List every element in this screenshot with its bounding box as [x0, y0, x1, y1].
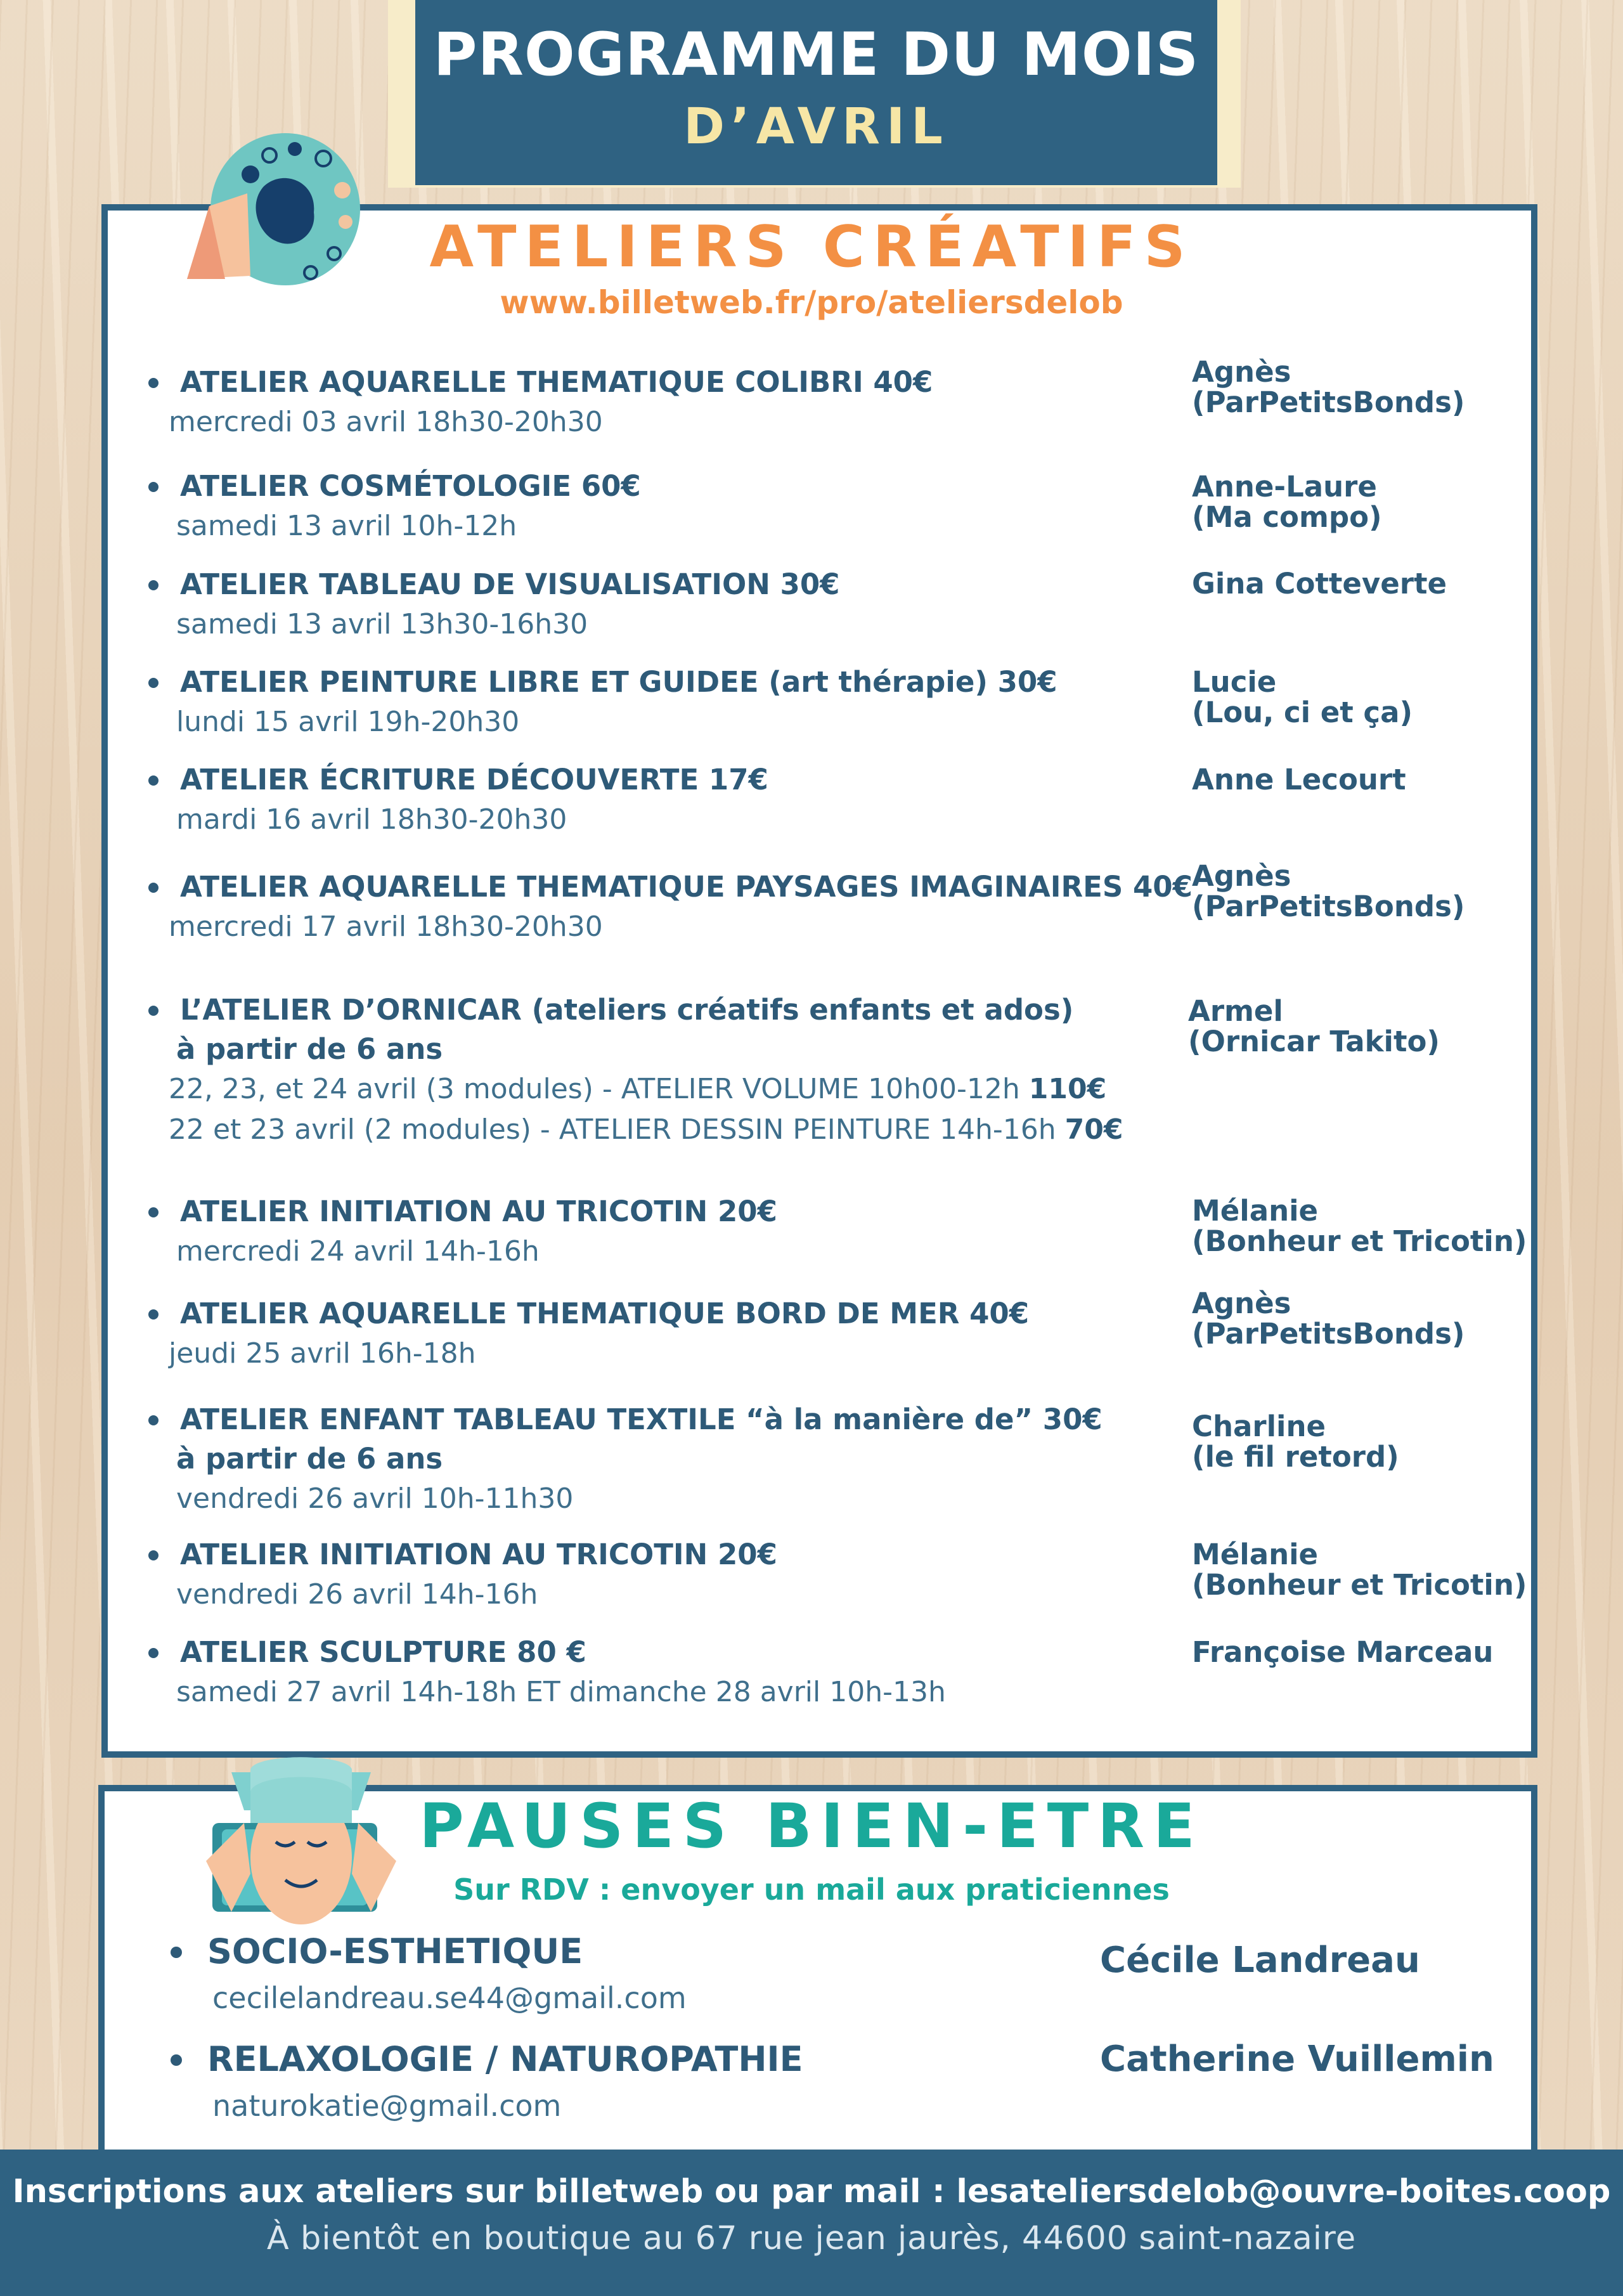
atelier-age: à partir de 6 ans	[176, 1442, 443, 1476]
billetweb-link[interactable]: www.billetweb.fr/pro/ateliersdelob	[500, 284, 1123, 321]
host-name: Mélanie	[1192, 1194, 1319, 1228]
page-subtitle: D’AVRIL	[683, 98, 949, 155]
atelier-host	[1192, 667, 1522, 728]
bien-etre-host: Cécile Landreau	[1100, 1940, 1420, 1981]
bien-etre-item	[168, 1928, 1056, 2020]
atelier-name: L’ATELIER D’ORNICAR (ateliers créatifs enfants et ados)	[146, 990, 1160, 1030]
atelier-date: 22, 23, et 24 avril (3 modules) - ATELIER VOLUME 10h00-12h 110€	[169, 1073, 1107, 1105]
atelier-name: ATELIER SCULPTURE 80 €	[146, 1633, 1160, 1672]
footer-inscriptions: Inscriptions aux ateliers sur billetweb ou par mail : lesateliersdelob@ouvre-boites.coop	[12, 2173, 1611, 2210]
footer-address: À bientôt en boutique au 67 rue jean jaurès, 44600 saint-nazaire	[266, 2220, 1357, 2257]
atelier-name: ATELIER AQUARELLE THEMATIQUE COLIBRI 40€	[146, 363, 1160, 402]
host-name: Armel	[1188, 994, 1283, 1028]
atelier-age: à partir de 6 ans	[176, 1032, 443, 1066]
atelier-item	[146, 1294, 1160, 1374]
bien-etre-subtitle: Sur RDV : envoyer un mail aux praticiennes	[453, 1872, 1170, 1907]
host-org: (le fil retord)	[1192, 1440, 1399, 1474]
atelier-date: mercredi 24 avril 14h-16h	[176, 1235, 540, 1268]
bien-etre-email[interactable]: cecilelandreau.se44@gmail.com	[212, 1981, 687, 2015]
host-name: Anne-Laure	[1192, 470, 1377, 503]
atelier-date: vendredi 26 avril 14h-16h	[176, 1578, 538, 1611]
atelier-name: ATELIER PEINTURE LIBRE ET GUIDEE (art thérapie) 30€	[146, 663, 1160, 702]
atelier-host	[1192, 765, 1522, 795]
atelier-date: mardi 16 avril 18h30-20h30	[176, 803, 567, 836]
host-name: Mélanie	[1192, 1538, 1319, 1571]
bien-etre-title: PAUSES BIEN-ETRE	[419, 1791, 1204, 1862]
atelier-host	[1192, 1538, 1527, 1602]
host-org: (ParPetitsBonds)	[1192, 1317, 1465, 1351]
host-org: (Ma compo)	[1192, 500, 1382, 534]
atelier-date: 22 et 23 avril (2 modules) - ATELIER DESSIN PEINTURE 14h-16h 70€	[169, 1113, 1123, 1146]
atelier-name: ATELIER INITIATION AU TRICOTIN 20€	[146, 1535, 1160, 1574]
host-org: (ParPetitsBonds)	[1192, 890, 1465, 923]
header-banner	[415, 0, 1217, 185]
host-org: (Bonheur et Tricotin)	[1192, 1224, 1527, 1258]
atelier-host	[1192, 569, 1522, 599]
atelier-host	[1192, 1637, 1522, 1668]
atelier-item	[146, 1192, 1160, 1272]
atelier-item	[146, 1535, 1160, 1615]
atelier-item	[146, 663, 1160, 743]
atelier-date: samedi 13 avril 10h-12h	[176, 510, 517, 542]
atelier-name: ATELIER AQUARELLE THEMATIQUE PAYSAGES IMAGINAIRES 40€	[146, 867, 1160, 907]
host-name: Gina Cotteverte	[1192, 567, 1447, 600]
page-title: PROGRAMME DU MOIS	[433, 20, 1199, 89]
host-name: Agnès	[1192, 1287, 1291, 1320]
atelier-name: ATELIER TABLEAU DE VISUALISATION 30€	[146, 565, 1160, 604]
footer-banner	[0, 2150, 1623, 2296]
atelier-name: ATELIER AQUARELLE THEMATIQUE BORD DE MER 40€	[146, 1294, 1160, 1333]
atelier-name: ATELIER INITIATION AU TRICOTIN 20€	[146, 1192, 1160, 1231]
atelier-item	[146, 363, 1160, 443]
bien-etre-host: Catherine Vuillemin	[1100, 2039, 1494, 2080]
atelier-date: mercredi 03 avril 18h30-20h30	[169, 406, 603, 438]
atelier-item	[146, 867, 1193, 947]
bien-etre-name: SOCIO-ESTHETIQUE	[168, 1928, 1056, 1976]
atelier-name: ATELIER ÉCRITURE DÉCOUVERTE 17€	[146, 760, 1160, 800]
atelier-host	[1188, 996, 1518, 1057]
atelier-item	[146, 760, 1160, 840]
atelier-host	[1192, 1288, 1522, 1349]
host-org: (Lou, ci et ça)	[1192, 696, 1413, 729]
host-name: Agnès	[1192, 859, 1291, 893]
bien-etre-item	[168, 2035, 1056, 2128]
atelier-host	[1192, 472, 1522, 533]
atelier-item	[146, 1633, 1160, 1713]
atelier-item	[146, 565, 1160, 645]
bien-etre-name: RELAXOLOGIE / NATUROPATHIE	[168, 2035, 1056, 2084]
host-org: (ParPetitsBonds)	[1192, 386, 1465, 419]
atelier-date: samedi 27 avril 14h-18h ET dimanche 28 avril 10h-13h	[176, 1676, 946, 1708]
atelier-host	[1192, 861, 1522, 922]
bien-etre-email[interactable]: naturokatie@gmail.com	[212, 2089, 562, 2123]
atelier-host	[1192, 357, 1522, 418]
atelier-date: mercredi 17 avril 18h30-20h30	[169, 911, 603, 943]
atelier-item	[146, 1400, 1160, 1519]
atelier-item	[146, 990, 1160, 1150]
host-org: (Bonheur et Tricotin)	[1192, 1568, 1527, 1602]
host-name: Françoise Marceau	[1192, 1635, 1494, 1669]
host-org: (Ornicar Takito)	[1188, 1025, 1440, 1058]
atelier-date: jeudi 25 avril 16h-18h	[169, 1337, 476, 1370]
host-name: Agnès	[1192, 355, 1291, 389]
host-name: Anne Lecourt	[1192, 763, 1406, 796]
atelier-name: ATELIER ENFANT TABLEAU TEXTILE “à la manière de” 30€	[146, 1400, 1160, 1439]
atelier-date: lundi 15 avril 19h-20h30	[176, 706, 520, 738]
host-name: Lucie	[1192, 665, 1277, 699]
ateliers-title: ATELIERS CRÉATIFS	[429, 214, 1194, 280]
atelier-host	[1192, 1194, 1527, 1258]
atelier-host	[1192, 1411, 1522, 1472]
atelier-date: vendredi 26 avril 10h-11h30	[176, 1482, 574, 1515]
atelier-name: ATELIER COSMÉTOLOGIE 60€	[146, 467, 1160, 506]
atelier-date: samedi 13 avril 13h30-16h30	[176, 608, 588, 640]
host-name: Charline	[1192, 1410, 1326, 1443]
atelier-item	[146, 467, 1160, 547]
